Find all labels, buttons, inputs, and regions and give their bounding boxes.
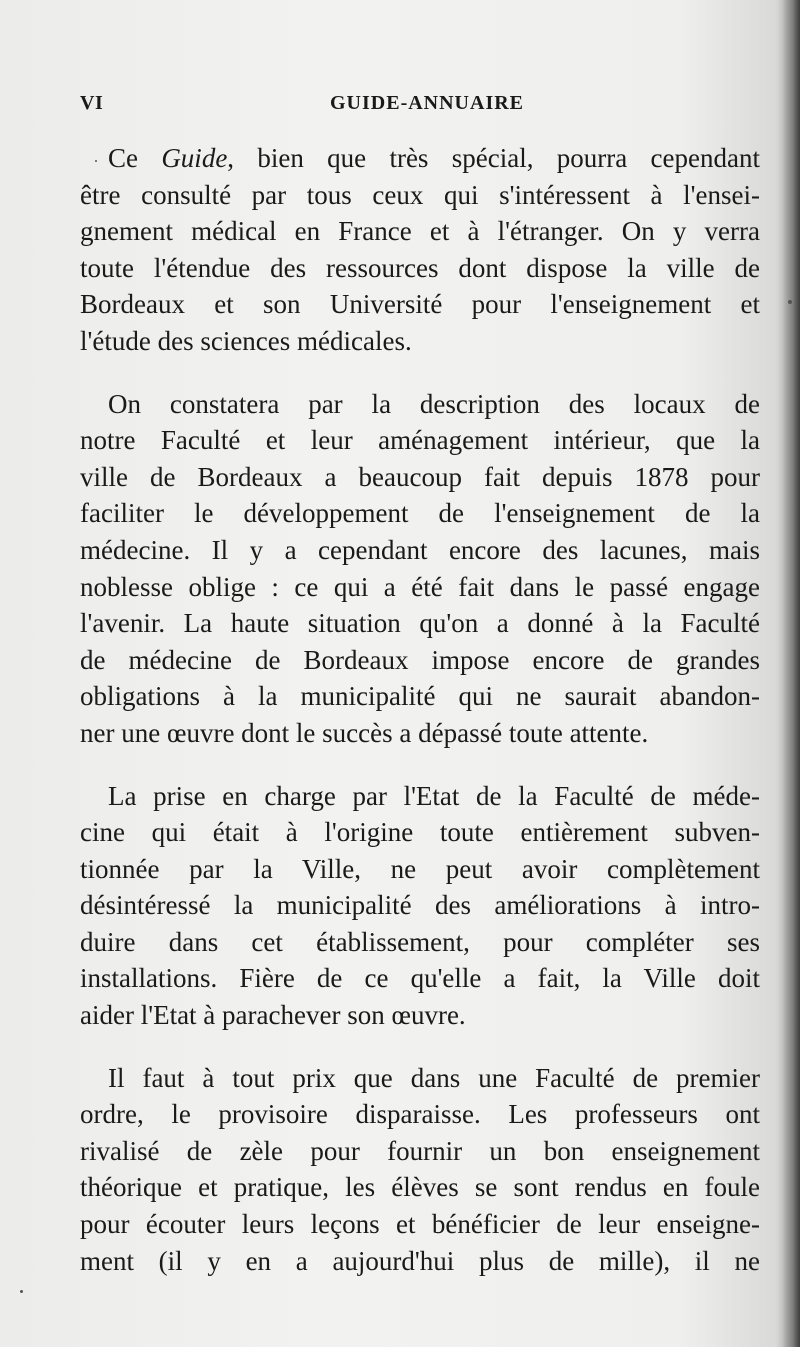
text-line: ordre, le provisoire disparaisse. Les professeurs ont — [80, 1099, 760, 1130]
text-line: pour écouter leurs leçons et bénéficier de leur enseigne- — [80, 1209, 760, 1240]
text-line: désintéressé la municipalité des améliorations à intro- — [80, 890, 760, 921]
paragraph-1 — [80, 140, 760, 360]
text-line: théorique et pratique, les élèves se sont rendus en foule — [80, 1172, 760, 1203]
paper-speck — [20, 1290, 23, 1293]
text-line: faciliter le développement de l'enseignement de la — [80, 498, 760, 529]
text-line: Il faut à tout prix que dans une Faculté de premier — [108, 1062, 760, 1093]
text-line: On constatera par la description des locaux de — [108, 388, 760, 419]
text-line: aider l'Etat à parachever son œuvre. — [80, 1000, 466, 1031]
italic-guide: Guide — [161, 143, 228, 173]
running-head — [80, 92, 760, 122]
text-line: rivalisé de zèle pour fournir un bon enseignement — [80, 1135, 760, 1166]
body-text — [80, 140, 760, 1305]
text-line: noblesse oblige : ce qui a été fait dans le passé engage — [80, 571, 760, 602]
text-line: La prise en charge par l'Etat de la Faculté de méde- — [108, 780, 760, 811]
text-line: installations. Fière de ce qu'elle a fait, la Ville doit — [80, 963, 760, 994]
text-line: toute l'étendue des ressources dont dispose la ville de — [80, 252, 760, 283]
running-title: GUIDE-ANNUAIRE — [330, 92, 525, 114]
text-line: duire dans cet établissement, pour compléter ses — [80, 926, 760, 957]
text-line: l'avenir. La haute situation qu'on a donné à la Faculté — [80, 608, 760, 639]
paper-speck — [788, 300, 792, 304]
text-line: tionnée par la Ville, ne peut avoir complètement — [80, 853, 760, 884]
text-line: être consulté par tous ceux qui s'intéressent à l'ensei- — [80, 179, 760, 210]
page-number: VI — [80, 92, 104, 114]
paper-speck — [95, 160, 97, 162]
text-line: de médecine de Bordeaux impose encore de grandes — [80, 644, 760, 675]
text-line: ment (il y en a aujourd'hui plus de mille), il ne — [80, 1245, 760, 1276]
text-line: médecine. Il y a cependant encore des lacunes, mais — [80, 534, 760, 565]
paragraph-4 — [80, 1060, 760, 1280]
text-line: ner une œuvre dont le succès a dépassé toute attente. — [80, 717, 649, 748]
paragraph-2 — [80, 386, 760, 752]
text-line: cine qui était à l'origine toute entièrement subven- — [80, 817, 760, 848]
page-edge-shadow — [782, 0, 800, 1347]
paragraph-3 — [80, 778, 760, 1034]
text-line: obligations à la municipalité qui ne saurait abandon- — [80, 681, 760, 712]
text-line: ville de Bordeaux a beaucoup fait depuis 1878 pour — [80, 461, 760, 492]
text-line: notre Faculté et leur aménagement intérieur, que la — [80, 425, 760, 456]
text-line: Ce Guide, bien que très spécial, pourra cependant — [108, 143, 760, 173]
text-line: Bordeaux et son Université pour l'enseignement et — [80, 289, 760, 320]
text-line: l'étude des sciences médicales. — [80, 325, 412, 356]
text-line: gnement médical en France et à l'étranger. On y verra — [80, 216, 760, 247]
